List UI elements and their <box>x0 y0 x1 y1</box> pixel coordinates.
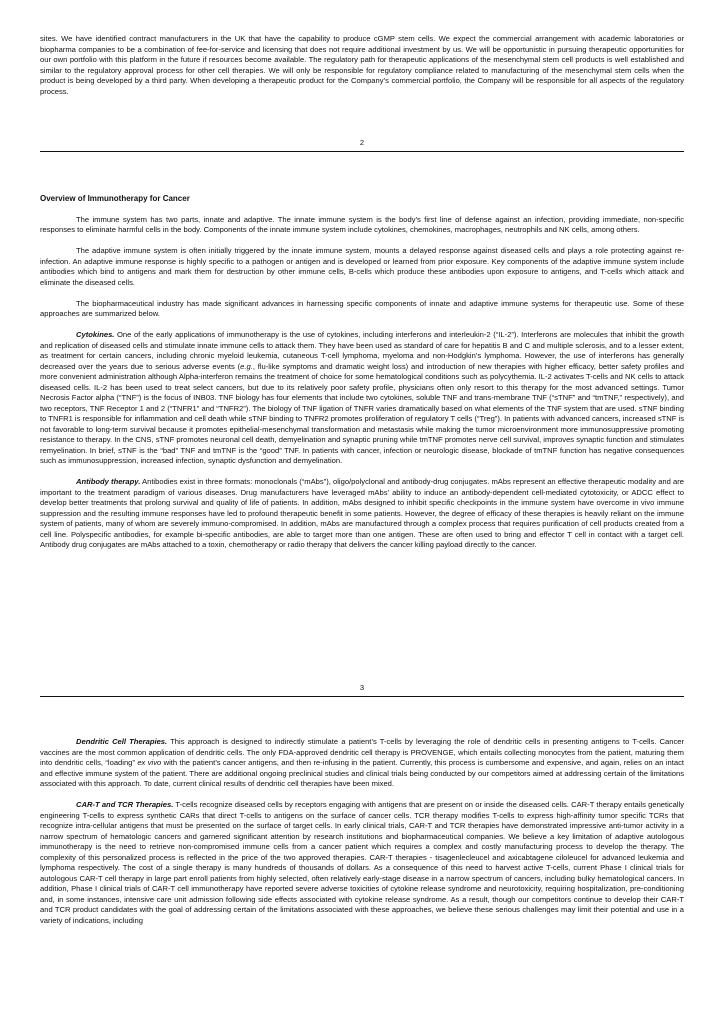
dendritic-exvivo: ex vivo <box>137 758 162 767</box>
cytokines-text-a: One of the early applications of immunotherapy is the use of cytokines, including interferons and interleukin-2 (“IL-2”). Interferons are molecules that inhibit the growth and replication of diseased cells and stimulate innate immune cells to attack them. They have been used as standard of care for hepatitis B and C and multiple sclerosis, and to a lesser extent, as treatment for certain cancers, including chronic myeloid leukemia, cutaneous T-cell lymphoma, myeloma and non-Hodgkin’s lymphoma. However, the use of interferons has generally decreased over the years due to serious adverse events ( <box>40 330 684 371</box>
dendritic-lead: Dendritic Cell Therapies. <box>76 737 168 746</box>
antibody-lead: Antibody therapy. <box>76 477 141 486</box>
cytokines-text-b: , flu-like symptoms and dramatic weight loss) and introduction of new therapies with higher efficacy, better safety profiles and more convenient administration although Alpha-interferon remains the treatment of choice for some hematological conditions such as polycythemia. IL-2 activates T-cells and NK cells to attack diseased cells. IL-2 has been used to treat select cancers, but due to its relatively poor safety profile, physicians often only resort to this therapy for the most advanced settings. Tumor Necrosis Factor alpha (“TNF”) is the focus of INB03. TNF biology has four elements that include two cytokines, soluble TNF and trans-membrane TNF (“sTNF” and “tmTNF,” respectively), and two receptors, TNF Receptor 1 and 2 (“TNFR1” and “TNFR2”). The biology of TNF ligation of TNFR varies dramatically based on what elements of the TNF system that are used. sTNF binding to TNFR1 is responsible for inflammation and cell death while sTNF binding to TNFR2 promotes proliferation of regulatory T cells (“Treg”). In patients with advanced cancers, increased sTNF is not favorable to long-term survival because it promotes epithelial-mesenchymal transformation and metastasis while making the tumor microenvironment more immunosuppressive promoting resistance to therapy. In the CNS, sTNF promotes neuronal cell death, demyelination and synaptic pruning while tmTNF promotes nerve cell survival, improves synaptic function and stimulates remyelination. In brief, sTNF is the “bad” TNF and tmTNF is the “good” TNF. In patients with cancer, infection or neurologic disease, blockade of tmTNF function has negative consequences such as immunosuppression, increased infection, synaptic dysfunction and demyelination. <box>40 361 684 465</box>
paragraph-advances: The biopharmaceutical industry has made significant advances in harnessing specific components of innate and adaptive immune systems for therapeutic use. Some of these approaches are summarized below. <box>40 298 684 318</box>
car-t-text: T-cells recognize diseased cells by receptors engaging with antigens that are present on or inside the diseased cells. CAR-T therapy entails genetically engineering T-cells to express synthetic CARs that direct T-cells to antigens on the surface of cancer cells. TCR therapy modifies T-cells to express high-affinity tumor specific TCRs that recognize intra-cellular antigens that must be presented on the surface of target cells. In early clinical trials, CAR-T and TCR therapies have demonstrated impressive anti-tumor activity in a narrow spectrum of hematologic cancers and garnered significant attention by research institutions and biopharmaceutical companies. We believe a key limitation of adaptive autologous immunotherapy is the need to retrieve non-compromised immune cells from a cancer patient which requires a complex and costly manufacturing process to develop the therapy. The complexity of this personalized process is reflected in the price of the two approved therapies. CAR-T therapies - tisagenlecleucel and axicabtagene ciloleucel for advanced leukemia and lymphoma respectively. The cost of a single therapy is many hundreds of thousands of dollars. As a consequence of this need to harvest active T-cells, current Phase I clinical trials for autologous CAR-T cell therapy in large part enroll patients from highly selected, often relatively early-stage disease in a narrow spectrum of cancers, including bulky hematological cancers. In addition, Phase I clinical trials of CAR-T cell immunotherapy have reported severe adverse toxicities of cytokine release syndrome and neurotoxicity, requiring hospitalization, pre-conditioning and, in some instances, intensive care unit admission following side effects associated with cytokine release syndrome. As a result, though our competitors continue to develop their CAR-T and TCR product candidates with the goal of addressing certain of the limitations associated with these approaches, we believe these serious challenges may limit their potential and use in a variety of indications, including <box>40 800 684 925</box>
antibody-text: Antibodies exist in three formats: monoclonals (“mAbs”), oligo/polyclonal and antibody-drug conjugates. mAbs represent an effective therapeutic modality and are important to the treatment paradigm of various diseases. Drug manufacturers have leveraged mAbs’ ability to induce an antibody-dependent cell-mediated cytotoxicity, or ADCC effect to develop better treatments that prolong survival and quality of life of patients. In addition, mAbs designed to inhibit specific checkpoints in the immune system have overcome in vivo immune suppression and the resulting immune responses have led to profound therapeutic benefit in some patients. However, the degree of efficacy of these therapies is heavily reliant on the immune system of patients, many of whom are severely immuno-compromised. In addition, mAbs are manufactured through a complex process that requires purification of cell products created from a cell line. Polyspecific antibodies, for example bi-specific antibodies, are able to target more than one antigen. These are often used to bring and effector T cell in contact with a target cell. Antibody drug conjugates are mAbs attached to a toxin, chemotherapy or radio therapy that delivers the cancer killing payload directly to the cancer. <box>40 477 684 549</box>
page-number: 3 <box>359 683 365 692</box>
dendritic-text-a: This approach is designed to indirectly stimulate a patient’s T-cells by leveraging the role of dendritic cells in presenting antigens to T-cells. Cancer vaccines are the most common application of dendritic cells. The only FDA-approved dendritic cell therapy is PROVENGE, which entails collecting monocytes from the patient, maturing them into dendritic cells, “loading” <box>40 737 685 767</box>
paragraph-innate: The immune system has two parts, innate and adaptive. The innate immune system is the body’s first line of defense against an infection, providing immediate, non-specific responses to eliminate harmful cells in the body. Components of the innate immune system include cytokines, chemokines, macrophages, neutrophils and NK cells, among others. <box>40 214 684 234</box>
car-t-lead: CAR-T and TCR Therapies. <box>76 800 174 809</box>
cytokines-lead: Cytokines. <box>76 330 115 339</box>
section-heading: Overview of Immunotherapy for Cancer <box>40 194 190 203</box>
cytokines-eg: e.g. <box>240 361 253 371</box>
paragraph-dendritic <box>40 737 684 790</box>
overview-section <box>40 193 684 551</box>
page-number: 2 <box>359 138 365 147</box>
paragraph-car-t <box>40 800 684 926</box>
page-divider <box>40 151 684 152</box>
paragraph-adaptive: The adaptive immune system is often initially triggered by the innate immune system, mounts a delayed response against diseased cells and plays a role protecting against re-infection. An adaptive immune response is highly specific to a pathogen or antigen and is developed or learned from prior exposure. Key components of the adaptive immune system include antibodies which bind to antigens and mark them for destruction by other immune cells, B-cells which produce these antibodies upon exposure to antigens, and T-cells which attack and eliminate the diseased cells. <box>40 246 684 287</box>
paragraph-cytokines <box>40 330 684 467</box>
page-divider <box>40 696 684 697</box>
dendritic-text-b: with the patient’s cancer antigens, and then re-infusing in the patient. Currently, this process is cumbersome and expensive, and again, relies on an intact and effective immune system of the patient. There are additional ongoing preclinical studies and clinical trials being conducted by our competitors aimed at addressing certain of the limitations associated with this approach. To date, current clinical results of dendritic cell therapies have been mixed. <box>40 758 684 788</box>
paragraph-antibody <box>40 477 684 551</box>
top-section <box>40 34 684 97</box>
lower-section <box>40 737 684 926</box>
paragraph-regulatory: sites. We have identified contract manufacturers in the UK that have the capability to produce cGMP stem cells. We expect the commercial arrangement with academic laboratories or biopharma companies to be a combination of fee-for-service and licensing that does not require additional investment by us. We will be opportunistic in pursuing therapeutic opportunities for our own portfolio with this platform in the future if resources become available. The regulatory path for therapeutic applications of the mesenchymal stem cell products is well established and similar to the regulatory approval process for other cell therapies. We will only be responsible for regulatory compliance related to manufacturing of the mesenchymal stem cells when the product is being developed by a third party. When developing a therapeutic product for the Company’s commercial portfolio, the Company will be responsible for all aspects of the regulatory process. <box>40 34 684 96</box>
